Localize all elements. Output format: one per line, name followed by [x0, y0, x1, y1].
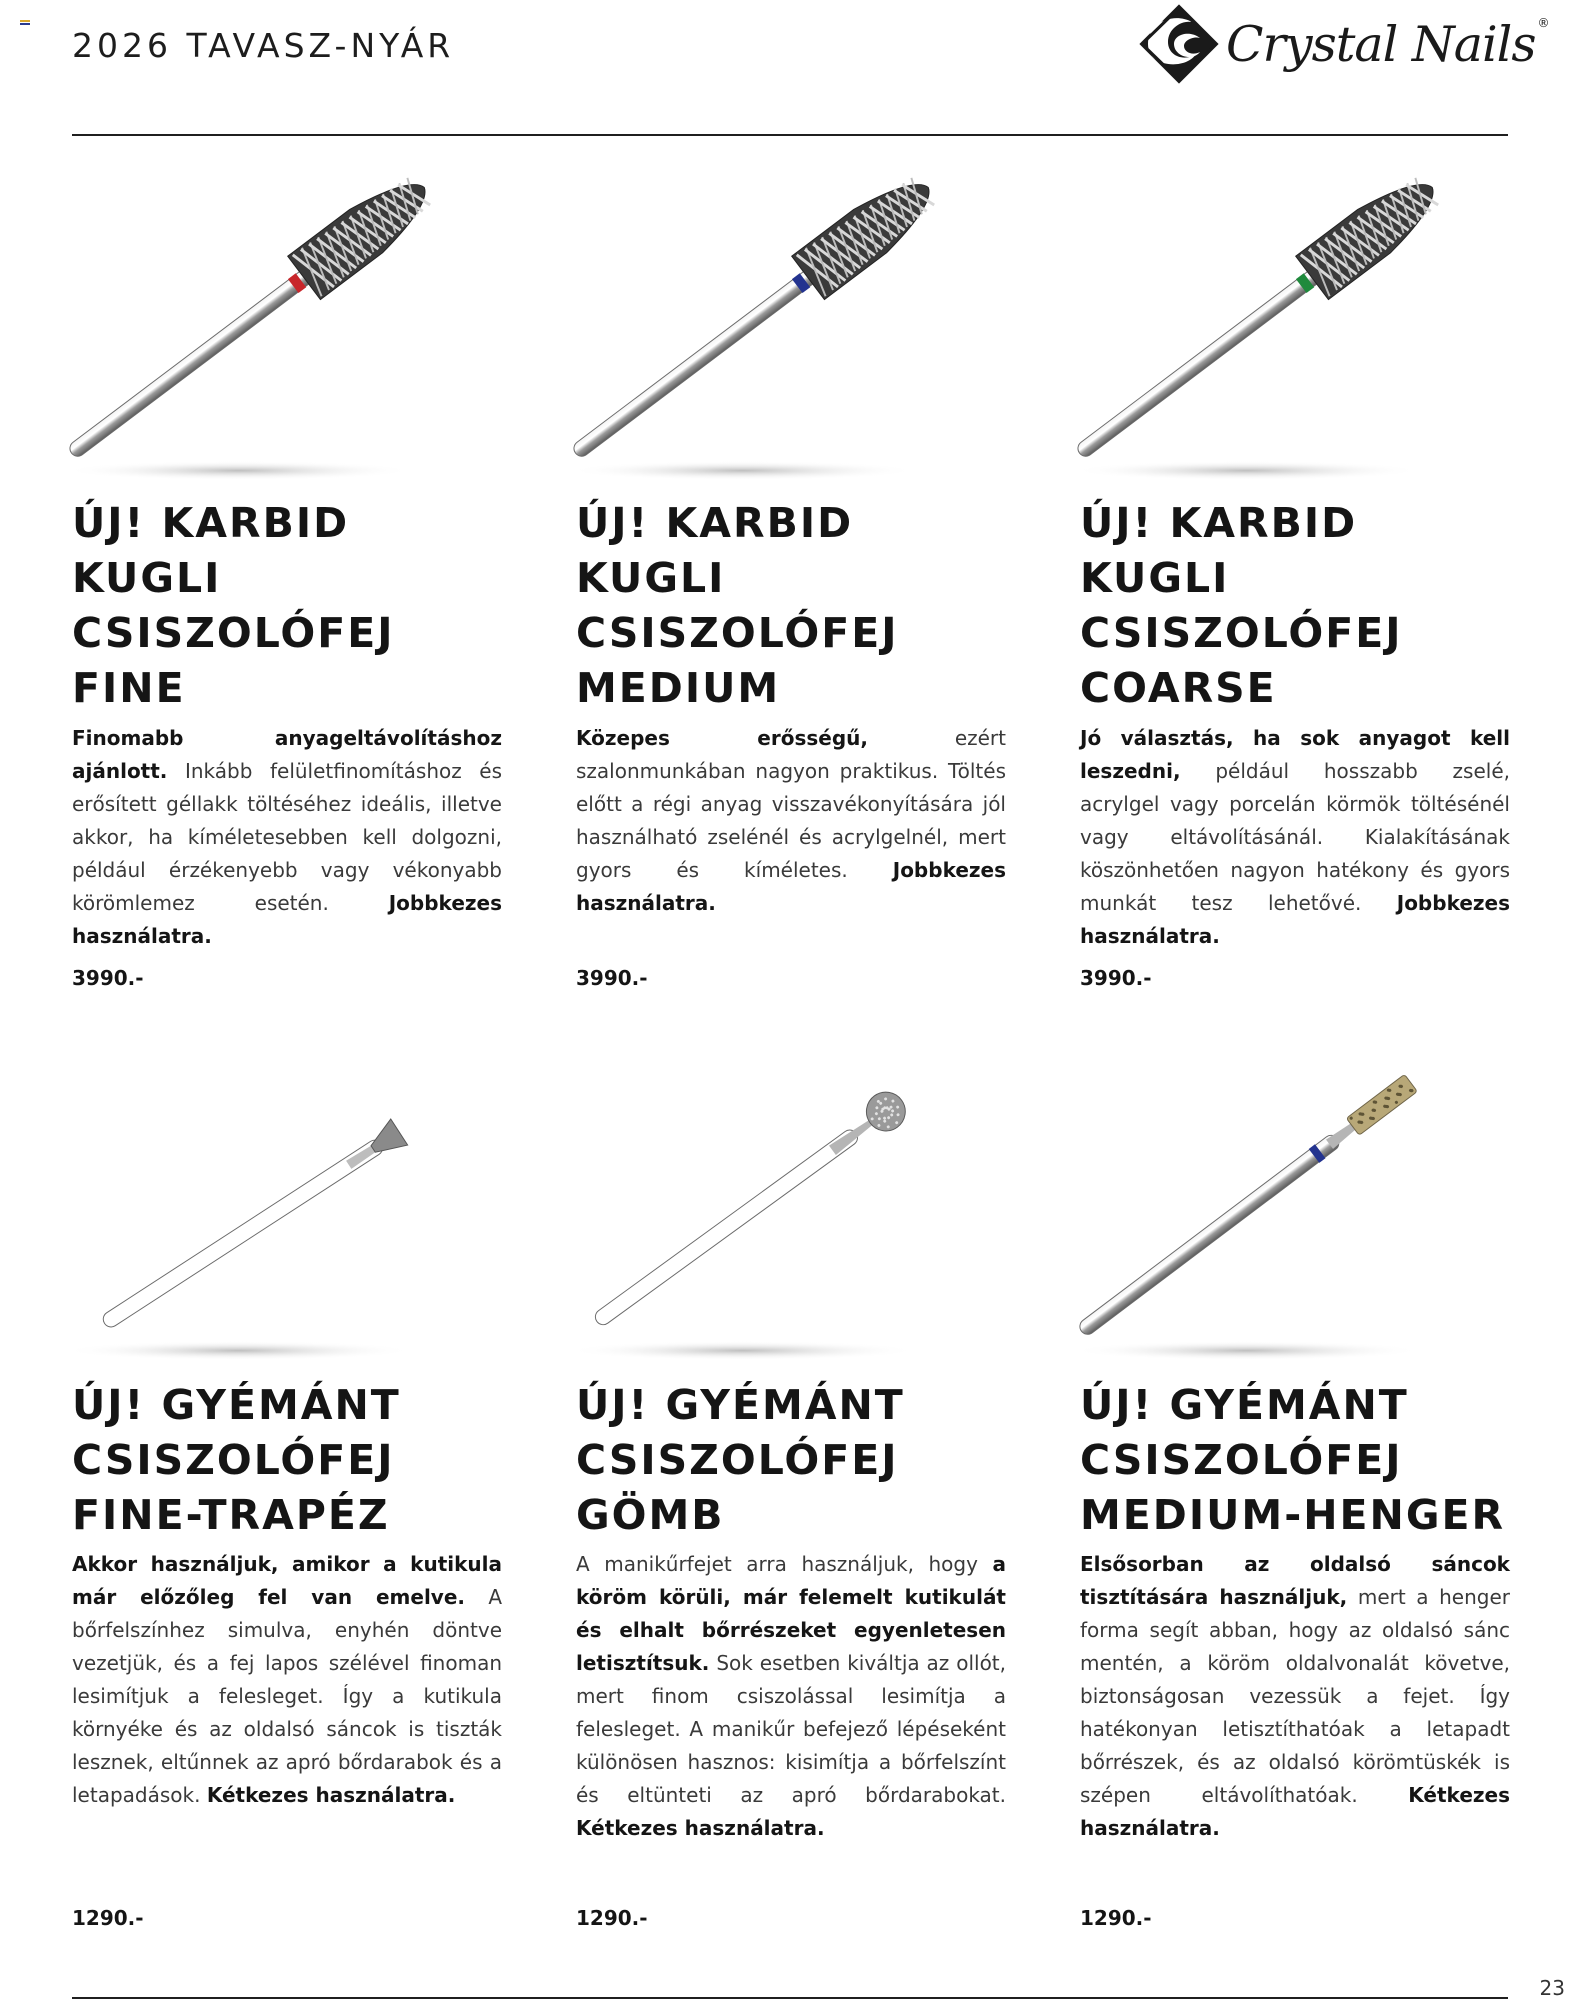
product-title	[1080, 496, 1540, 716]
product-title-line: KUGLI	[576, 554, 726, 602]
product-price: 3990.-	[576, 966, 648, 990]
product-title-line: ÚJ! GYÉMÁNT	[1080, 1381, 1409, 1429]
product-title-line: KUGLI	[72, 554, 222, 602]
product-description	[1080, 1548, 1510, 1845]
product-image-carbide-icon	[42, 160, 532, 490]
description-highlight: Elsősorban az oldalsó sáncok tisztítására használjuk,	[1080, 1552, 1510, 1609]
product-title-line: CSISZOLÓFEJ	[576, 1436, 899, 1484]
product-title	[576, 496, 1036, 716]
product-title-line: CSISZOLÓFEJ	[72, 609, 395, 657]
product-description	[72, 1548, 502, 1812]
product-title-line: COARSE	[1080, 664, 1277, 712]
product-title-line: ÚJ! KARBID	[576, 499, 854, 547]
catalog-season-title: 2026 TAVASZ-NYÁR	[72, 26, 455, 65]
brand-logo[interactable]	[1134, 0, 1548, 88]
product-image-carbide-icon	[546, 160, 1036, 490]
product-title-line: KUGLI	[1080, 554, 1230, 602]
description-body: például hosszabb zselé, acrylgel vagy porcelán körmök töltésénél vagy eltávolításánál. Kialakításának köszönhetően nagyon hatékony és gyors munkát tesz lehetővé.	[1080, 759, 1511, 915]
description-usage-note: Kétkezes használatra.	[1080, 1783, 1510, 1840]
product-description	[72, 722, 502, 953]
flag-mark	[20, 20, 30, 27]
product-description	[1080, 722, 1510, 953]
product-title-line: FINE	[72, 664, 186, 712]
description-body: Inkább felületfinomításhoz és erősített géllakk töltéséhez ideális, illetve akkor, ha kíméletesebben kell dolgozni, például érzékenyebb vagy vékonyabb körömlemez esetén.	[72, 759, 503, 915]
description-usage-note: Jobbkezes használatra.	[72, 891, 502, 948]
description-body: Sok esetben kiváltja az ollót, mert finom csiszolással lesimítja a felesleget. A manikűr befejező lépéseként különösen hasznos: kisimítja a bőrfelszínt és eltünteti az apró bőrdarabokat.	[576, 1651, 1006, 1807]
brand-name: Crystal Nails ®	[1226, 15, 1549, 73]
product-title-line: ÚJ! KARBID	[1080, 499, 1358, 547]
product-image-cylinder-icon	[1050, 1040, 1540, 1370]
product-title-line: ÚJ! KARBID	[72, 499, 350, 547]
description-intro: A manikűrfejet arra használjuk, hogy	[576, 1552, 978, 1576]
description-usage-note: Kétkezes használatra.	[576, 1816, 825, 1840]
product-title-line: CSISZOLÓFEJ	[576, 609, 899, 657]
product-title	[72, 1378, 532, 1543]
product-title-line: MEDIUM-HENGER	[1080, 1491, 1506, 1539]
product-price: 1290.-	[1080, 1906, 1152, 1930]
product-title-line: CSISZOLÓFEJ	[1080, 609, 1403, 657]
product-price: 3990.-	[1080, 966, 1152, 990]
description-highlight: Jó választás, ha sok anyagot kell leszedni,	[1080, 726, 1510, 783]
description-highlight: Közepes erősségű,	[576, 726, 868, 750]
description-usage-note: Jobbkezes használatra.	[1080, 891, 1511, 948]
product-image-carbide-icon	[1050, 160, 1540, 490]
product-title-line: CSISZOLÓFEJ	[72, 1436, 395, 1484]
product-description	[576, 1548, 1006, 1845]
product-title-line: ÚJ! GYÉMÁNT	[576, 1381, 905, 1429]
product-price: 1290.-	[72, 1906, 144, 1930]
product-title-line: FINE-TRAPÉZ	[72, 1491, 390, 1539]
product-price: 3990.-	[72, 966, 144, 990]
product-price: 1290.-	[576, 1906, 648, 1930]
product-title	[576, 1378, 1036, 1543]
product-title	[72, 496, 532, 716]
footer-divider	[72, 1997, 1508, 1999]
product-title-line: CSISZOLÓFEJ	[1080, 1436, 1403, 1484]
product-image-ball-icon	[546, 1040, 1036, 1370]
product-title-line: ÚJ! GYÉMÁNT	[72, 1381, 401, 1429]
page-number: 23	[1539, 1976, 1565, 2000]
product-title-line: GÖMB	[576, 1491, 725, 1539]
header-divider	[72, 134, 1508, 136]
description-highlight: Akkor használjuk, amikor a kutikula már előzőleg fel van emelve.	[72, 1552, 502, 1609]
description-body: A bőrfelszínhez simulva, enyhén döntve vezetjük, és a fej lapos szélével finoman lesimítjuk a felesleget. Így a kutikula környéke és az oldalsó sáncok is tiszták lesznek, eltűnnek az apró bőrdarabok és a letapadások.	[72, 1585, 503, 1807]
description-usage-note: Jobbkezes használatra.	[576, 858, 1007, 915]
description-highlight: a köröm körüli, már felemelt kutikulát és elhalt bőrrészeket egyenletesen letisztítsuk.	[576, 1552, 1007, 1675]
description-usage-note: Kétkezes használatra.	[206, 1783, 456, 1807]
description-body: ezért szalonmunkában nagyon praktikus. Töltés előtt a régi anyag visszavékonyítására jól használható zselénél és acrylgelnél, mert gyors és kíméletes.	[576, 726, 1006, 882]
description-body: mert a henger forma segít abban, hogy az oldalsó sánc mentén, a köröm oldalvonalát követve, biztonságosan vezessük a fejet. Így hatékonyan letisztíthatóak a letapadt bőrrészek, és az oldalsó körömtüskék is szépen eltávolíthatóak.	[1080, 1585, 1510, 1807]
crystal-nails-logo-icon	[1134, 0, 1224, 88]
description-highlight: Finomabb anyageltávolításhoz ajánlott.	[72, 726, 502, 783]
product-image-trapez-icon	[42, 1040, 532, 1370]
product-description	[576, 722, 1006, 920]
product-title	[1080, 1378, 1540, 1543]
product-title-line: MEDIUM	[576, 664, 781, 712]
